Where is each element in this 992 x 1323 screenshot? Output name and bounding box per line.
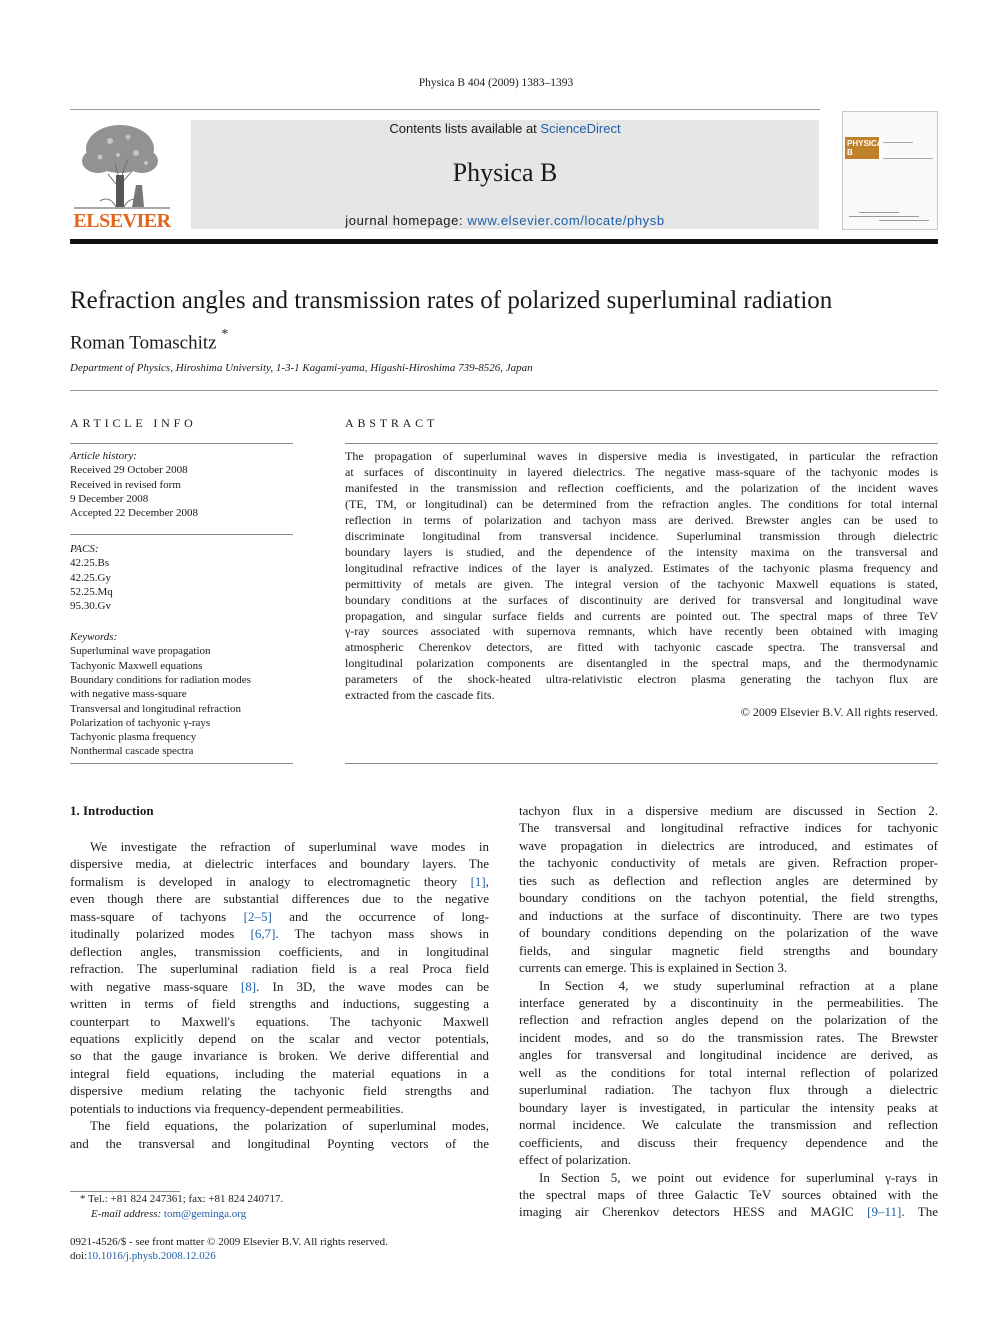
history-item: Accepted 22 December 2008 [70, 507, 198, 519]
contents-availability [191, 121, 819, 136]
abstract-line: (TE, TM, or longitudinal) can be determined from the refraction angles. The conditions for total internal [345, 496, 938, 511]
body-line [519, 959, 938, 976]
body-text: effect of polarization. [519, 1152, 632, 1168]
body-text: superluminal radiation. The tachyon flux through a dielectric [519, 1082, 938, 1098]
body-line [70, 925, 489, 942]
keyword-item: with negative mass-square [70, 688, 187, 700]
body-line [519, 994, 938, 1011]
abstract-heading: ABSTRACT [345, 416, 439, 430]
body-text: normal incidence. We calculate the transmission and reflection [519, 1117, 938, 1133]
body-line [519, 872, 938, 889]
history-item: 9 December 2008 [70, 493, 149, 505]
doi-line [70, 1250, 216, 1262]
journal-name: Physica B [452, 158, 558, 187]
keyword-item: Transversal and longitudinal refraction [70, 703, 241, 715]
body-text: and the occurrence of long- [271, 908, 489, 924]
cover-footer-lines [849, 212, 933, 222]
body-line [519, 942, 938, 959]
header-rule [70, 109, 820, 110]
section-heading-introduction: 1. Introduction [70, 803, 154, 818]
body-text: the tachyonic conductivity of metals are given. Refraction proper- [519, 855, 938, 871]
body-text: potentials to inductions via frequency-dependent permeabilities. [70, 1100, 404, 1116]
keyword-item: Superluminal wave propagation [70, 645, 211, 657]
body-text: so that the gauge invariance is broken. We derive differential and [70, 1048, 489, 1064]
body-text: dispersive media, at dielectric interfaces and boundary layers. The [70, 856, 489, 872]
citation-link[interactable]: [8] [240, 978, 257, 994]
keyword-item: Polarization of tachyonic γ-rays [70, 717, 211, 729]
keywords-label: Keywords: [70, 631, 118, 643]
journal-cover-thumbnail [842, 111, 938, 230]
abstract-line: reflection in terms of polarization and tachyon mass are derived. Brewster angles can be used to [345, 512, 938, 527]
body-line [70, 838, 489, 855]
sciencedirect-link[interactable]: ScienceDirect [540, 121, 621, 136]
body-line [519, 1064, 938, 1081]
body-text: formalism is developed in analogy to electromagnetic theory [70, 873, 471, 889]
body-text: incident modes, and so do the transmission rates. The Brewster [519, 1029, 938, 1045]
abstract-line: atmospheric Cherenkov detectors, are fitted with tachyonic cascade spectra. The transversal and [345, 640, 938, 655]
abstract-line: The propagation of superluminal waves in dispersive media is investigated, in particular the refraction [345, 449, 938, 463]
copyright-notice: © 2009 Elsevier B.V. All rights reserved. [740, 705, 938, 719]
body-line [519, 1011, 938, 1028]
body-line [70, 1135, 489, 1152]
body-line [70, 960, 489, 977]
body-text: counterpart to Maxwell's equations. The tachyonic Maxwell [70, 1013, 489, 1029]
body-text: with negative mass-square [70, 978, 241, 994]
body-line [519, 889, 938, 906]
body-line [70, 873, 489, 890]
body-text: angles for transversal and longitudinal incidence are derived, as [519, 1047, 938, 1063]
body-line [519, 837, 938, 854]
body-text: The transversal and longitudinal refractive indices for tachyonic [519, 820, 938, 836]
pacs-item: 42.25.Bs [70, 557, 110, 569]
elsevier-wordmark: ELSEVIER [73, 210, 171, 232]
footnote-contact: * Tel.: +81 824 247361; fax: +81 824 240717. [80, 1193, 284, 1205]
body-column-left [70, 838, 489, 1152]
cover-title: PHYSICA B [847, 139, 883, 157]
footnote-email [91, 1208, 246, 1220]
body-text: . The tachyon mass shows in [275, 926, 489, 942]
abstract-line: boundary conditions at the surfaces of discontinuity are derived for transversal and longitudinal wave [345, 592, 938, 607]
abstract-line: boundary layers is studied, and the dependence of the intensity maxima on the transversal and [345, 544, 938, 559]
body-text: reflection and refraction angles depend on the polarization of the [519, 1012, 938, 1028]
body-text: equations explicitly depend on the scalar and vector potentials, [70, 1030, 489, 1046]
abstract-line: extracted from the cascade fits. [345, 688, 495, 703]
abstract-rule [345, 763, 938, 764]
body-line [70, 1065, 489, 1082]
article-info-rule [70, 763, 293, 764]
pacs-item: 42.25.Gy [70, 572, 111, 584]
body-text: boundary layer is investigated, in particular the intensity peaks at [519, 1099, 938, 1115]
keyword-item: Boundary conditions for radiation modes [70, 674, 251, 686]
body-text: ties such as deflection and reflection angles are determined by [519, 872, 938, 888]
body-text: written in terms of field strengths and inductions, suggesting a [70, 996, 489, 1012]
journal-homepage [191, 213, 819, 228]
abstract-line: permittivity of metals are given. The integral version of the tachyonic Maxwell equations is stated, [345, 576, 938, 591]
body-text: boundary conditions on the tachyon potential, the field strengths, [519, 890, 938, 906]
body-text: of boundary conditions depending on the polarization of the wave [519, 925, 938, 941]
body-text: , [485, 873, 489, 889]
body-text: and the transversal and longitudinal Poynting vectors of the [70, 1135, 489, 1151]
doi-prefix: doi: [70, 1250, 88, 1262]
body-line [519, 1116, 938, 1133]
header-thick-rule [70, 239, 938, 244]
body-text: In Section 4, we study superluminal refraction at a plane [539, 977, 938, 993]
issn-front-matter: 0921-4526/$ - see front matter © 2009 Elsevier B.V. All rights reserved. [70, 1236, 388, 1248]
body-line [519, 1134, 938, 1151]
body-line [519, 1099, 938, 1116]
contents-prefix: Contents lists available at [389, 121, 541, 136]
body-text: currents can emerge. This is explained in Section 3. [519, 960, 788, 976]
body-text: interface generated by a discontinuity in the permeabilities. The [519, 994, 938, 1010]
abstract-line: propagation, and singular surface fields and currents are pointed out. The spectral maps of three TeV [345, 608, 938, 623]
body-line [70, 1013, 489, 1030]
body-line [70, 1100, 489, 1117]
affiliation: Department of Physics, Hiroshima University, 1-3-1 Kagami-yama, Higashi-Hiroshima 739-8526, Japan [70, 362, 533, 374]
body-text: mass-square of tachyons [70, 908, 244, 924]
body-line [519, 802, 938, 819]
body-line [519, 1046, 938, 1063]
body-text: fields, and singular magnetic field strengths and boundary [519, 942, 938, 958]
author-name: Roman Tomaschitz [70, 332, 217, 354]
body-line [519, 907, 938, 924]
body-line [70, 995, 489, 1012]
author-line [70, 327, 229, 354]
body-line [70, 890, 489, 907]
keyword-item: Tachyonic plasma frequency [70, 731, 197, 743]
body-line [519, 924, 938, 941]
body-text: and inductions at the surface of discontinuity. There are two types [519, 907, 938, 923]
article-info-rule [70, 534, 293, 535]
body-line [519, 1186, 938, 1203]
abstract-line: parameters of the shock-heated ultra-relativistic electron plasma generating the tachyon flux are [345, 672, 938, 687]
body-text: even though there are substantial differences due to the negative [70, 891, 489, 907]
affiliation-rule [70, 390, 938, 391]
body-text: integral field equations, including the material equations in a [70, 1065, 489, 1081]
body-text: The field equations, the polarization of superluminal modes, [90, 1118, 489, 1134]
body-text: In Section 5, we point out evidence for superluminal γ-rays in [539, 1169, 938, 1185]
body-text: coefficients, and discuss their frequency dependence and the [519, 1134, 938, 1150]
body-text: . In 3D, the wave modes can be [256, 978, 490, 994]
body-text: well as the conditions for total internal reflection of polarized [519, 1064, 938, 1080]
abstract-line: discriminate longitudinal from transversal incidence. Superluminal transmission through dielectric [345, 528, 938, 543]
body-line [519, 1151, 938, 1168]
body-text: tachyon flux in a dispersive medium are discussed in Section 2. [519, 803, 938, 818]
body-text: . The [901, 1204, 938, 1220]
body-text: dispersive medium relating the tachyonic field strengths and [70, 1083, 489, 1099]
body-line [70, 855, 489, 872]
pacs-item: 52.25.Mq [70, 586, 113, 598]
abstract-line: longitudinal polarization components are disentangled in the spectral maps, and the thermodynamic [345, 656, 938, 671]
keyword-item: Tachyonic Maxwell equations [70, 660, 203, 672]
pacs-label: PACS: [70, 543, 99, 555]
body-text: wave propagation in dielectrics are introduced, and estimates of [519, 837, 938, 853]
abstract-line: at surfaces of discontinuity in layered dielectrics. The negative mass-square of the tachyonic modes is [345, 464, 938, 479]
citation-link[interactable]: [2–5] [243, 908, 272, 924]
email-label: E-mail address: [91, 1208, 164, 1220]
body-line [519, 1029, 938, 1046]
history-item: Received in revised form [70, 479, 181, 491]
body-line [70, 943, 489, 960]
footnote-rule [70, 1191, 180, 1192]
author-footnote-mark[interactable]: * [221, 327, 229, 342]
body-line [519, 977, 938, 994]
body-line [70, 978, 489, 995]
email-link[interactable]: tom@geminga.org [163, 1208, 247, 1220]
body-text: We investigate the refraction of superluminal wave modes in [90, 839, 489, 854]
doi-link[interactable]: 10.1016/j.physb.2008.12.026 [87, 1250, 216, 1262]
body-text: itudinally polarized modes [70, 926, 251, 942]
pacs-item: 95.30.Gv [70, 600, 111, 612]
history-label: Article history: [70, 450, 137, 462]
body-line [519, 819, 938, 836]
citation-link[interactable]: [6,7] [250, 926, 276, 942]
body-line [70, 1082, 489, 1099]
homepage-prefix: journal homepage: [345, 213, 468, 228]
history-item: Received 29 October 2008 [70, 464, 188, 476]
article-info-rule [70, 443, 293, 444]
body-line [519, 1203, 938, 1220]
abstract-line: manifested in the transmission and reflection coefficients, and the polarization of the incident waves [345, 480, 938, 495]
body-line [519, 1081, 938, 1098]
body-column-right [519, 802, 938, 1221]
body-line [70, 1047, 489, 1064]
abstract-line: γ-ray sources associated with supernova remnants, which have recently been obtained with imaging [345, 624, 938, 639]
body-text: imaging air Cherenkov detectors HESS and MAGIC [519, 1204, 868, 1220]
body-line [70, 1030, 489, 1047]
body-text: deflection angles, transmission coefficients, and in longitudinal [70, 943, 489, 959]
keyword-item: Nonthermal cascade spectra [70, 745, 194, 757]
body-text: refraction. The superluminal radiation field is a real Proca field [70, 961, 489, 977]
citation-link[interactable]: [1] [470, 873, 486, 889]
paper-title: Refraction angles and transmission rates of polarized superluminal radiation [70, 287, 833, 314]
abstract-rule [345, 443, 938, 444]
abstract-line: longitudinal refractive indices of the layer is analyzed. Estimates of the tachyonic plasma frequency and [345, 560, 938, 575]
body-line [70, 1117, 489, 1134]
body-line [519, 854, 938, 871]
journal-citation: Physica B 404 (2009) 1383–1393 [418, 77, 574, 89]
body-line [519, 1169, 938, 1186]
abstract-body [345, 449, 938, 704]
citation-link[interactable]: [9–11] [867, 1204, 902, 1220]
body-line [70, 908, 489, 925]
homepage-link[interactable]: www.elsevier.com/locate/physb [467, 213, 665, 228]
body-text: the spectral maps of three Galactic TeV sources obtained with the [519, 1186, 938, 1202]
article-info-heading: ARTICLE INFO [70, 416, 197, 430]
